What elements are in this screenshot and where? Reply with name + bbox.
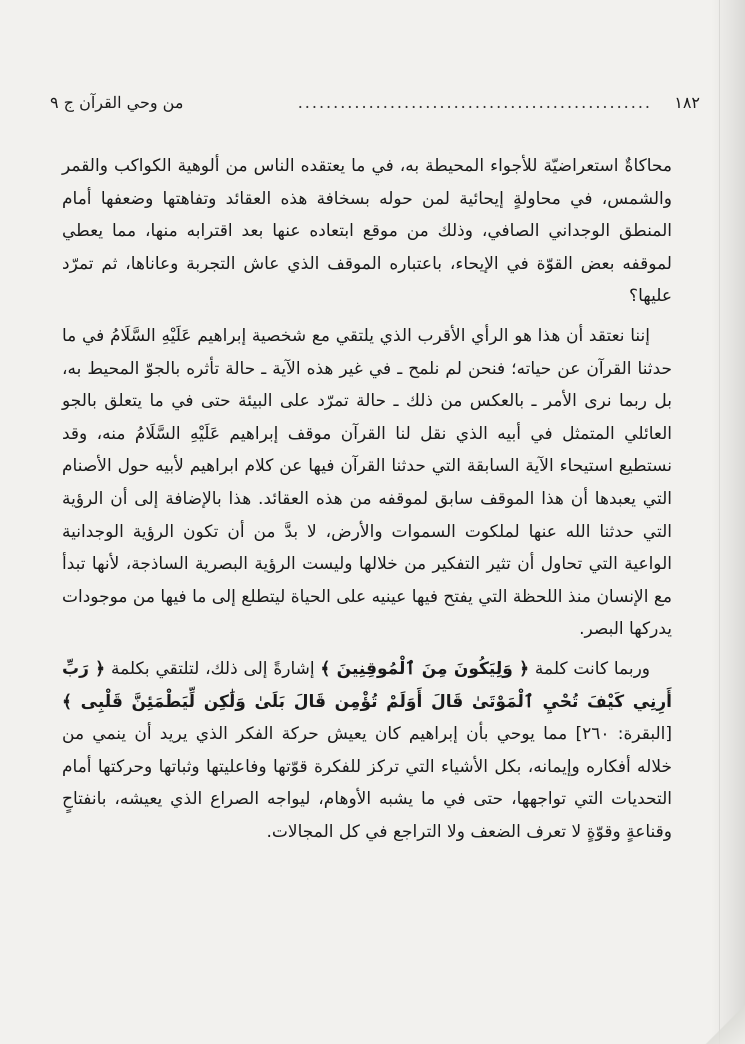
paragraph-3-link: إشارةً إلى ذلك، لتلتقي بكلمة [105, 658, 321, 679]
page-edge-line [719, 0, 720, 1044]
paragraph-2: إننا نعتقد أن هذا هو الرأي الأقرب الذي يلتقي مع شخصية إبراهيم عَلَيْهِ السَّلَامُ في ما حدثنا القرآن عن حياته؛ فنحن لم نلمح ـ في غير هذه الآية ـ حالة تأثره بالجوّ المحيط به، بل ربما نرى الأمر ـ بالعكس من ذلك ـ حالة تمرّد على البيئة حتى في ما يتعلق بالجو العائلي المتمثل في أبيه الذي نقل لنا القرآن موقف إبراهيم عَلَيْهِ السَّلَامُ منه، وقد نستطيع استيحاء الآية السابقة التي حدثنا القرآن فيها عن كلام ابراهيم لأبيه حول الأصنام التي يعبدها أن هذا الموقف سابق لموقفه من هذه العقائد. هذا بالإضافة إلى أن الرؤية التي حدثنا الله عنها لملكوت السموات والأرض، لا بدَّ من أن تكون الرؤية الوجدانية الواعية التي تحاول أن تثير التفكير من خلالها وليست الرؤية البصرية الساذجة، لأنها تبدأ مع الإنسان منذ اللحظة التي يفتح فيها عينيه على الحياة ليتطلع إلى ما فيها من موجودات يدركها البصر. [62, 325, 672, 640]
book-title: من وحي القرآن ج ٩ [50, 93, 184, 112]
quran-verse-1: ﴿ وَلِيَكُونَ مِنَ ٱلْمُوقِنِينَ ﴾ [320, 658, 530, 679]
header-leader-dots: .................................................. [297, 93, 652, 112]
page-corner-curl [705, 1004, 745, 1044]
running-header [50, 88, 700, 118]
paragraph-1: محاكاةٌ استعراضيّة للأجواء المحيطة به، في ما يعتقده الناس من ألوهية الكواكب والقمر والشمس، في محاولةٍ إيحائية لمن حوله بسخافة هذه العقائد وتفاهتها وضعفها أمام المنطق الوجداني الصافي، وذلك من موقع ابتعاده عنها بعد اقترابه منها، مما يعطي لموقفه بعض القوّة في الإيحاء، باعتباره الموقف الذي عاش التجربة وعاناها، ثم تمرّد عليها؟ [62, 156, 672, 307]
body-text [62, 150, 672, 855]
paragraph-3 [62, 653, 672, 849]
quran-verse-2: ﴿ رَبِّ أَرِنِي كَيْفَ تُحْيِ ٱلْمَوْتَىٰ قَالَ أَوَلَمْ تُؤْمِن قَالَ بَلَىٰ وَلَٰكِن لِّيَطْمَئِنَّ قَلْبِى ﴾ [62, 658, 672, 712]
page-number: ١٨٢ [674, 93, 700, 112]
paragraph-3-intro: وربما كانت كلمة [529, 658, 651, 679]
paragraph-3-body: [البقرة: ٢٦٠] مما يوحي بأن إبراهيم كان يعيش حركة الفكر الذي يريد أن ينمي من خلاله أفكاره وإيمانه، بكل الأشياء التي تركز للفكرة قوّتها وفاعليتها وثباتها وحركتها أمام التحديات التي تواجهها، حتى في ما يشبه الأوهام، ليواجه الصراع الذي يعيشه، بانفتاحٍ وقناعةٍ وقوّةٍ لا تعرف الضعف ولا التراجع في كل المجالات. [62, 724, 673, 842]
page-edge-shadow [711, 0, 745, 1044]
